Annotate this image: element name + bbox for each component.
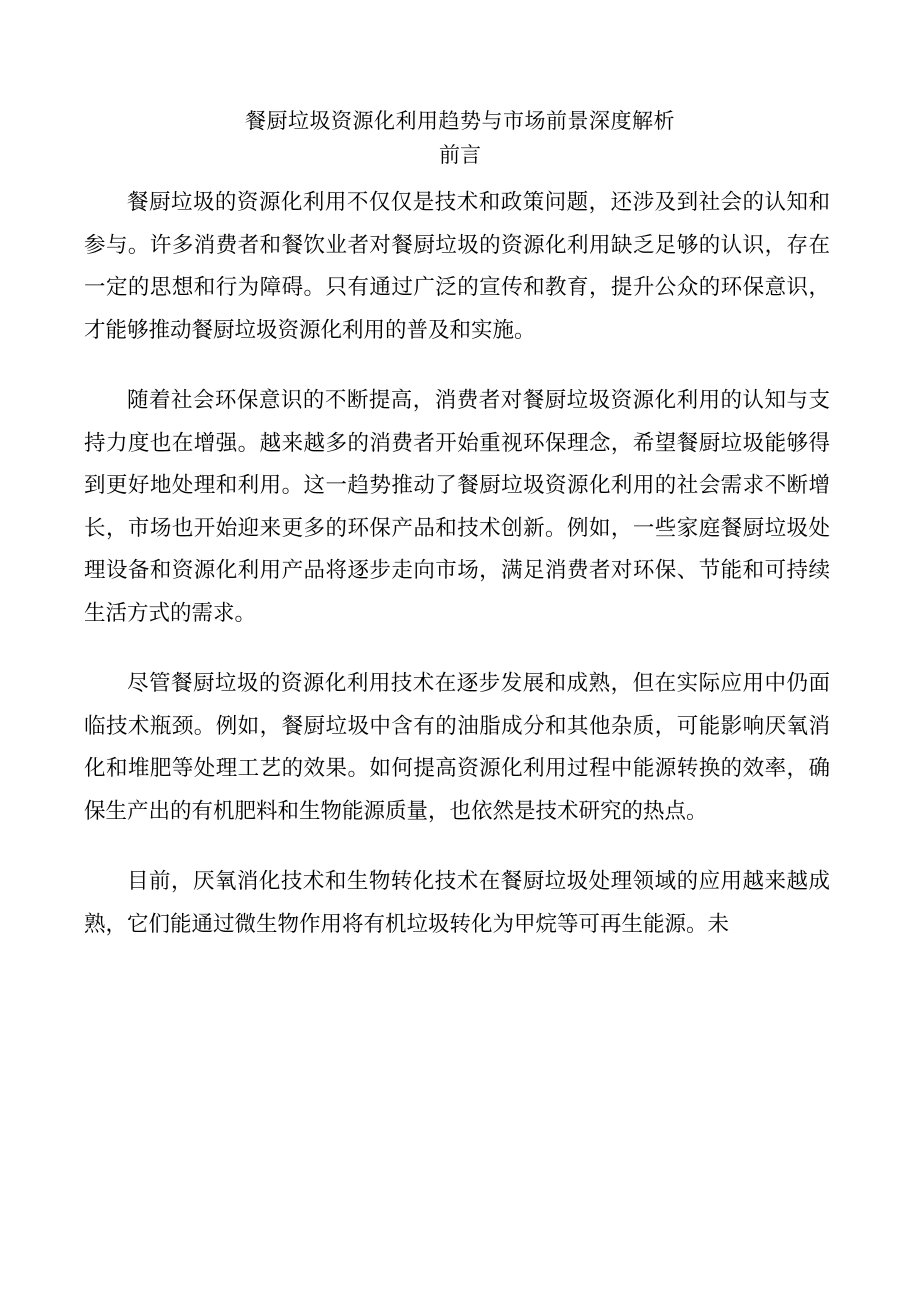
paragraph: 目前，厌氧消化技术和生物转化技术在餐厨垃圾处理领域的应用越来越成熟，它们能通过微生物作用将有机垃圾转化为甲烷等可再生能源。未 bbox=[84, 869, 830, 937]
section-heading: 前言 bbox=[439, 143, 481, 167]
paragraph: 尽管餐厨垃圾的资源化利用技术在逐步发展和成熟，但在实际应用中仍面临技术瓶颈。例如，餐厨垃圾中含有的油脂成分和其他杂质，可能影响厌氧消化和堆肥等处理工艺的效果。如何提高资源化利用过程中能源转换的效率，确保生产出的有机肥料和生物能源质量，也依然是技术研究的热点。 bbox=[84, 671, 830, 824]
paragraph: 随着社会环保意识的不断提高，消费者对餐厨垃圾资源化利用的认知与支持力度也在增强。越来越多的消费者开始重视环保理念，希望餐厨垃圾能够得到更好地处理和利用。这一趋势推动了餐厨垃圾资源化利用的社会需求不断增长，市场也开始迎来更多的环保产品和技术创新。例如，一些家庭餐厨垃圾处理设备和资源化利用产品将逐步走向市场，满足消费者对环保、节能和可持续生活方式的需求。 bbox=[84, 388, 830, 626]
document-title: 餐厨垃圾资源化利用趋势与市场前景深度解析 bbox=[245, 109, 675, 133]
document-body bbox=[84, 182, 830, 974]
paragraph: 餐厨垃圾的资源化利用不仅仅是技术和政策问题，还涉及到社会的认知和参与。许多消费者和餐饮业者对餐厨垃圾的资源化利用缺乏足够的认识，存在一定的思想和行为障碍。只有通过广泛的宣传和教育，提升公众的环保意识，才能够推动餐厨垃圾资源化利用的普及和实施。 bbox=[84, 190, 830, 343]
